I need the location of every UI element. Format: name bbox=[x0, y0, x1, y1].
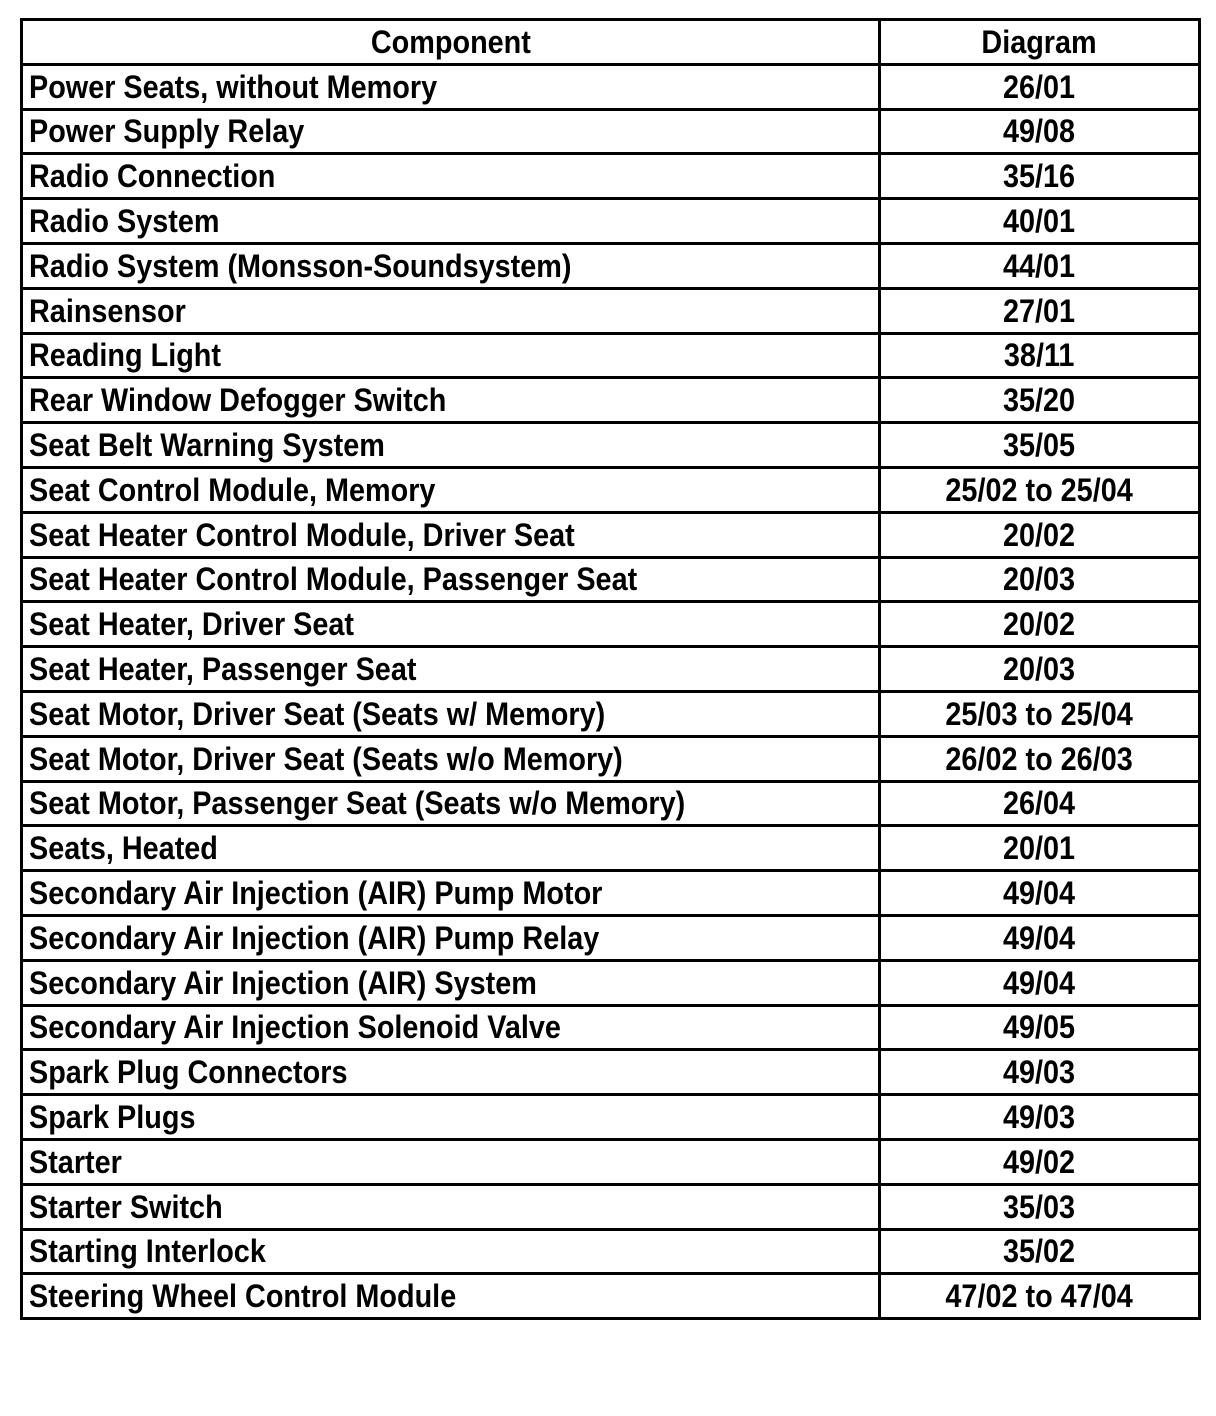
component-cell bbox=[22, 1184, 880, 1229]
component-cell bbox=[22, 1050, 880, 1095]
table-header-row bbox=[22, 20, 1200, 65]
diagram-cell bbox=[880, 512, 1200, 557]
diagram-reference: 49/04 bbox=[1003, 919, 1076, 956]
diagram-cell bbox=[880, 243, 1200, 288]
diagram-reference: 35/16 bbox=[1003, 158, 1076, 195]
component-cell bbox=[22, 1274, 880, 1319]
diagram-reference: 44/01 bbox=[1003, 247, 1076, 284]
component-name: Seat Control Module, Memory bbox=[29, 471, 436, 508]
table-row bbox=[22, 1005, 1200, 1050]
diagram-cell bbox=[880, 602, 1200, 647]
component-name: Radio System bbox=[29, 203, 220, 240]
table-row bbox=[22, 423, 1200, 468]
table-row bbox=[22, 1229, 1200, 1274]
table-row bbox=[22, 1274, 1200, 1319]
table-row bbox=[22, 915, 1200, 960]
table-row bbox=[22, 557, 1200, 602]
diagram-reference: 49/02 bbox=[1003, 1143, 1076, 1180]
component-name: Starter bbox=[29, 1143, 122, 1180]
table-row bbox=[22, 243, 1200, 288]
component-name: Seats, Heated bbox=[29, 830, 218, 867]
diagram-reference: 38/11 bbox=[1004, 337, 1075, 374]
diagram-cell bbox=[880, 736, 1200, 781]
header-diagram-label: Diagram bbox=[981, 23, 1098, 60]
table-row bbox=[22, 64, 1200, 109]
diagram-cell bbox=[880, 1274, 1200, 1319]
component-cell bbox=[22, 333, 880, 378]
table-row bbox=[22, 647, 1200, 692]
component-cell bbox=[22, 1005, 880, 1050]
component-name: Reading Light bbox=[29, 337, 221, 374]
component-cell bbox=[22, 647, 880, 692]
diagram-reference: 47/02 to 47/04 bbox=[945, 1278, 1134, 1315]
component-cell bbox=[22, 736, 880, 781]
diagram-reference: 20/02 bbox=[1003, 516, 1076, 553]
diagram-reference: 20/03 bbox=[1003, 561, 1076, 598]
component-cell bbox=[22, 826, 880, 871]
component-name: Secondary Air Injection Solenoid Valve bbox=[29, 1009, 561, 1046]
diagram-cell bbox=[880, 199, 1200, 244]
table-row bbox=[22, 378, 1200, 423]
header-component bbox=[22, 20, 880, 65]
diagram-reference: 49/03 bbox=[1003, 1054, 1076, 1091]
diagram-cell bbox=[880, 1139, 1200, 1184]
component-cell bbox=[22, 243, 880, 288]
component-name: Seat Heater Control Module, Passenger Seat bbox=[29, 561, 638, 598]
component-name: Rainsensor bbox=[29, 292, 186, 329]
component-cell bbox=[22, 1095, 880, 1140]
component-cell bbox=[22, 602, 880, 647]
table-row bbox=[22, 1139, 1200, 1184]
diagram-reference: 49/04 bbox=[1003, 964, 1076, 1001]
component-diagram-table bbox=[20, 18, 1201, 1320]
diagram-cell bbox=[880, 960, 1200, 1005]
component-name: Radio Connection bbox=[29, 158, 276, 195]
diagram-reference: 35/02 bbox=[1003, 1233, 1076, 1270]
table-row bbox=[22, 154, 1200, 199]
diagram-cell bbox=[880, 826, 1200, 871]
component-cell bbox=[22, 781, 880, 826]
diagram-reference: 49/08 bbox=[1003, 113, 1076, 150]
diagram-cell bbox=[880, 1095, 1200, 1140]
component-cell bbox=[22, 1139, 880, 1184]
table-row bbox=[22, 736, 1200, 781]
component-cell bbox=[22, 915, 880, 960]
diagram-cell bbox=[880, 871, 1200, 916]
component-cell bbox=[22, 1229, 880, 1274]
component-name: Seat Motor, Driver Seat (Seats w/o Memory) bbox=[29, 740, 623, 777]
diagram-reference: 40/01 bbox=[1003, 203, 1076, 240]
header-component-label: Component bbox=[370, 23, 531, 60]
component-name: Rear Window Defogger Switch bbox=[29, 382, 447, 419]
component-cell bbox=[22, 288, 880, 333]
component-name: Radio System (Monsson-Soundsystem) bbox=[29, 247, 572, 284]
component-cell bbox=[22, 378, 880, 423]
diagram-cell bbox=[880, 1229, 1200, 1274]
component-name: Seat Heater, Driver Seat bbox=[29, 606, 354, 643]
component-name: Seat Belt Warning System bbox=[29, 427, 385, 464]
diagram-reference: 49/03 bbox=[1003, 1099, 1076, 1136]
table-row bbox=[22, 288, 1200, 333]
table-row bbox=[22, 109, 1200, 154]
diagram-cell bbox=[880, 781, 1200, 826]
diagram-cell bbox=[880, 915, 1200, 960]
component-name: Seat Heater, Passenger Seat bbox=[29, 651, 417, 688]
diagram-cell bbox=[880, 154, 1200, 199]
table-row bbox=[22, 512, 1200, 557]
component-cell bbox=[22, 871, 880, 916]
diagram-cell bbox=[880, 64, 1200, 109]
diagram-cell bbox=[880, 288, 1200, 333]
diagram-reference: 35/05 bbox=[1003, 427, 1076, 464]
diagram-cell bbox=[880, 467, 1200, 512]
component-cell bbox=[22, 691, 880, 736]
diagram-reference: 26/02 to 26/03 bbox=[945, 740, 1134, 777]
component-cell bbox=[22, 154, 880, 199]
component-cell bbox=[22, 423, 880, 468]
diagram-reference: 25/02 to 25/04 bbox=[945, 471, 1134, 508]
diagram-reference: 26/04 bbox=[1003, 785, 1076, 822]
component-name: Spark Plug Connectors bbox=[29, 1054, 348, 1091]
component-name: Power Supply Relay bbox=[29, 113, 305, 150]
component-name: Seat Motor, Passenger Seat (Seats w/o Memory) bbox=[29, 785, 686, 822]
diagram-reference: 27/01 bbox=[1003, 292, 1076, 329]
diagram-cell bbox=[880, 1184, 1200, 1229]
table-row bbox=[22, 960, 1200, 1005]
component-cell bbox=[22, 960, 880, 1005]
diagram-reference: 20/03 bbox=[1003, 651, 1076, 688]
diagram-reference: 25/03 to 25/04 bbox=[945, 695, 1134, 732]
diagram-cell bbox=[880, 691, 1200, 736]
table-row bbox=[22, 199, 1200, 244]
table-row bbox=[22, 1184, 1200, 1229]
table-row bbox=[22, 467, 1200, 512]
diagram-reference: 20/02 bbox=[1003, 606, 1076, 643]
table-row bbox=[22, 1050, 1200, 1095]
component-name: Starter Switch bbox=[29, 1188, 223, 1225]
header-diagram bbox=[880, 20, 1200, 65]
component-cell bbox=[22, 467, 880, 512]
component-name: Secondary Air Injection (AIR) Pump Motor bbox=[29, 875, 603, 912]
component-name: Seat Motor, Driver Seat (Seats w/ Memory) bbox=[29, 695, 606, 732]
diagram-cell bbox=[880, 557, 1200, 602]
component-name: Steering Wheel Control Module bbox=[29, 1278, 457, 1315]
diagram-reference: 35/03 bbox=[1003, 1188, 1076, 1225]
component-name: Starting Interlock bbox=[29, 1233, 266, 1270]
component-name: Seat Heater Control Module, Driver Seat bbox=[29, 516, 575, 553]
table-row bbox=[22, 602, 1200, 647]
diagram-cell bbox=[880, 423, 1200, 468]
component-name: Secondary Air Injection (AIR) System bbox=[29, 964, 537, 1001]
table-row bbox=[22, 826, 1200, 871]
diagram-cell bbox=[880, 1005, 1200, 1050]
diagram-cell bbox=[880, 1050, 1200, 1095]
diagram-cell bbox=[880, 647, 1200, 692]
table-row bbox=[22, 691, 1200, 736]
table-body bbox=[22, 64, 1200, 1318]
component-cell bbox=[22, 199, 880, 244]
table-row bbox=[22, 333, 1200, 378]
component-cell bbox=[22, 109, 880, 154]
diagram-reference: 49/04 bbox=[1003, 875, 1076, 912]
diagram-cell bbox=[880, 109, 1200, 154]
diagram-reference: 20/01 bbox=[1003, 830, 1076, 867]
component-name: Secondary Air Injection (AIR) Pump Relay bbox=[29, 919, 600, 956]
component-name: Spark Plugs bbox=[29, 1099, 196, 1136]
table-row bbox=[22, 1095, 1200, 1140]
table-row bbox=[22, 781, 1200, 826]
component-cell bbox=[22, 557, 880, 602]
diagram-cell bbox=[880, 378, 1200, 423]
diagram-reference: 49/05 bbox=[1003, 1009, 1076, 1046]
component-name: Power Seats, without Memory bbox=[29, 68, 438, 105]
table-row bbox=[22, 871, 1200, 916]
component-cell bbox=[22, 64, 880, 109]
diagram-reference: 26/01 bbox=[1003, 68, 1076, 105]
component-cell bbox=[22, 512, 880, 557]
diagram-reference: 35/20 bbox=[1003, 382, 1076, 419]
diagram-cell bbox=[880, 333, 1200, 378]
